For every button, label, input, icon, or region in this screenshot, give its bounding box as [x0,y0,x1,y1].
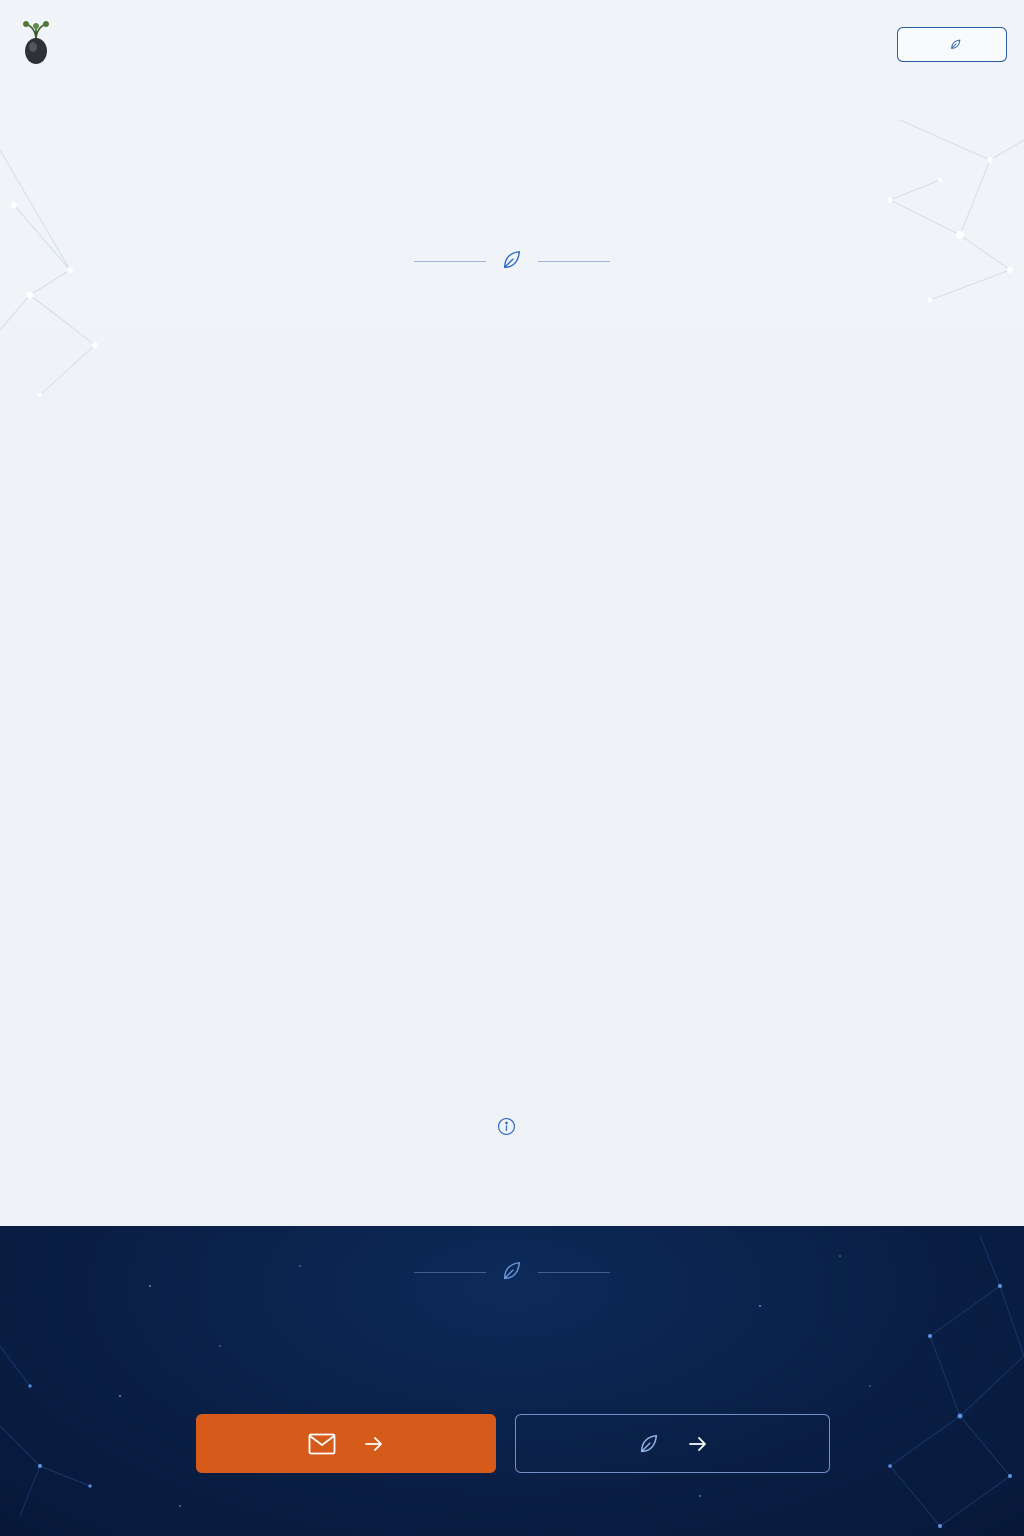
tree-seed-logo-icon [20,18,52,66]
cta-divider [414,1259,610,1285]
try-eu-genio-button[interactable] [897,27,1007,62]
contact-cta-section [0,1226,1024,1536]
leaf-icon [949,38,962,51]
site-header [0,0,1024,88]
leaf-icon [638,1433,660,1455]
arrow-right-icon [364,1436,384,1452]
disclaimer-notice [0,1116,1024,1139]
brand-logo[interactable] [20,18,58,66]
leaf-icon [501,249,523,271]
leaf-icon [501,1260,523,1282]
title-divider [414,248,610,274]
arrow-right-icon [688,1436,708,1452]
contact-us-button[interactable] [196,1414,496,1473]
discover-eu-genio-button[interactable] [515,1414,830,1473]
info-icon [497,1117,516,1136]
envelope-icon [308,1433,336,1455]
